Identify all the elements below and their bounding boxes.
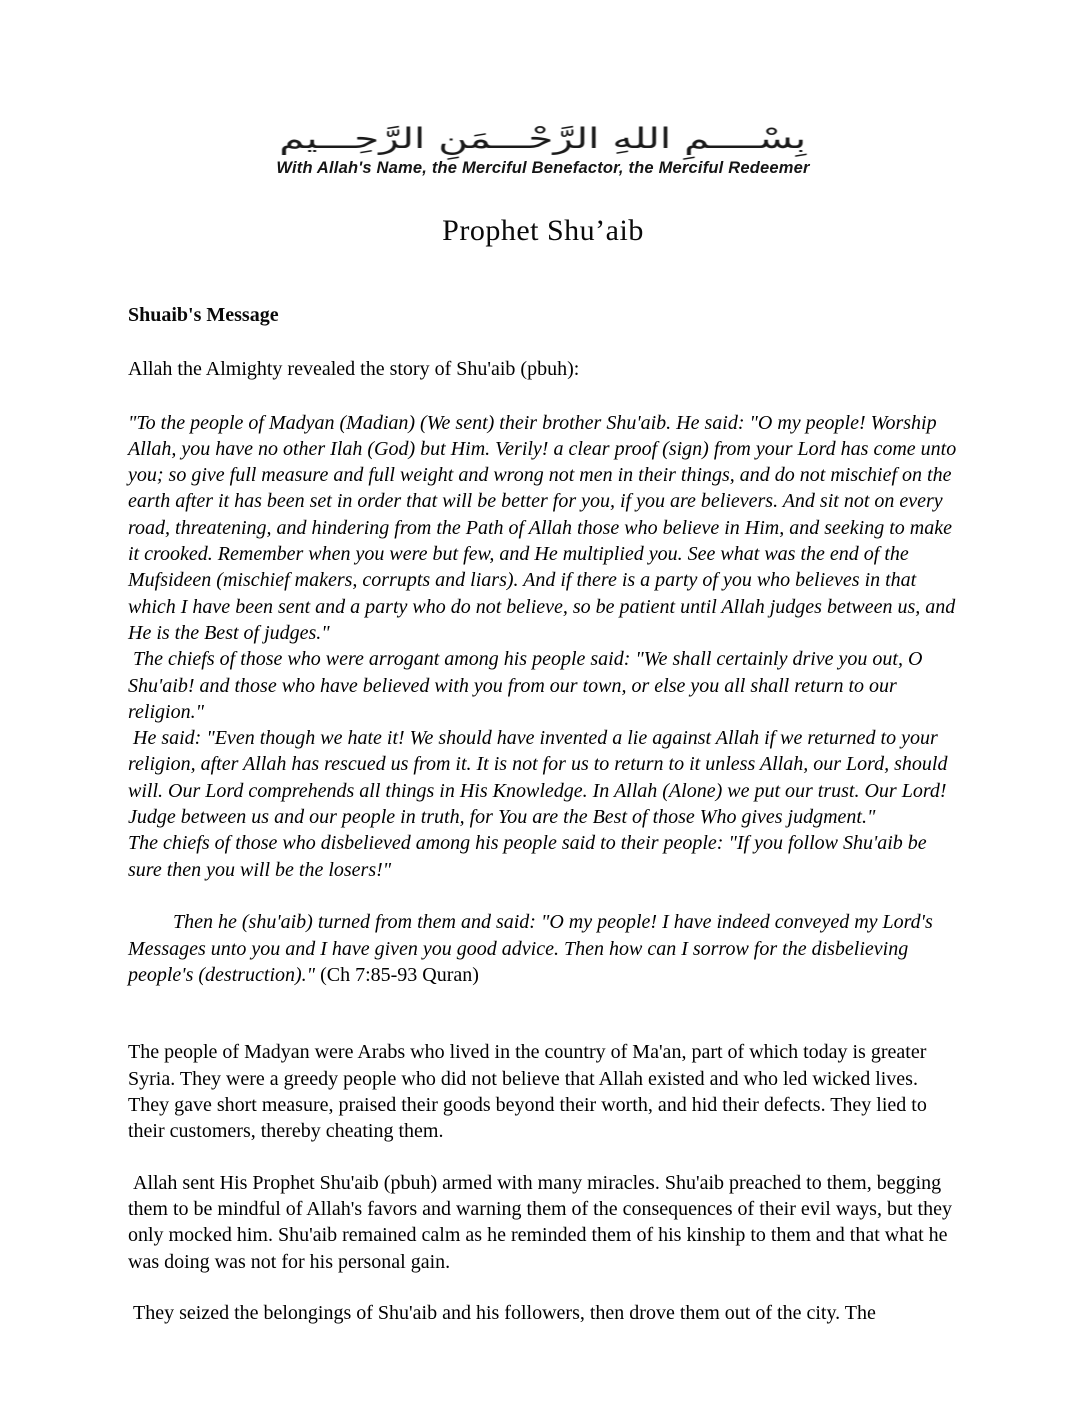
document-body bbox=[128, 304, 960, 1327]
intro-line: Allah the Almighty revealed the story of Shu'aib (pbuh): bbox=[128, 357, 580, 380]
bismillah-calligraphy: بِسْــــمِ اللهِ الرَّحْـــمَنِ الرَّحِـــيم bbox=[279, 122, 807, 155]
quote-segment: "To the people of Madyan (Madian) (We sent) their brother Shu'aib. He said: "O my people! Worship Allah, you have no other Ilah (God) but Him. Verily! a clear proof (sign) from your Lord has come unto you; so give full measure and full weight and wrong not men in their things, and do not mischief on the earth after it has been set in order that will be better for you, if you are believers. And sit not on every road, threatening, and hindering from the Path of Allah those who believe in Him, and seeking to make it crooked. Remember when you were but few, and He multiplied you. See what was the end of the Mufsideen (mischief makers, corrupts and liars). And if there is a party of you who believes in that which I have been sent and a party who do not believe, so be patient until Allah judges between us, and He is the Best of judges." bbox=[128, 411, 962, 644]
section-heading: Shuaib's Message bbox=[128, 303, 279, 326]
page-title: Prophet Shu’aib bbox=[442, 213, 644, 247]
page-header bbox=[0, 122, 1086, 178]
quote-segment: The chiefs of those who disbelieved among his people said to their people: "If you follow Shu'aib be sure then you will be the losers!" bbox=[128, 832, 932, 881]
body-paragraph: Allah sent His Prophet Shu'aib (pbuh) armed with many miracles. Shu'aib preached to them, begging them to be mindful of Allah's favors and warning them of the consequences of their evil ways, but they only mocked him. Shu'aib remained calm as he reminded them of his kinship to them and that what he was doing was not for his personal gain. bbox=[128, 1171, 957, 1273]
bismillah-caption: With Allah's Name, the Merciful Benefactor, the Merciful Redeemer bbox=[276, 158, 810, 177]
quran-quote-block bbox=[128, 410, 960, 1015]
quote-segment-with-citation bbox=[128, 883, 960, 1014]
bismillah-calligraphy-wrapper bbox=[0, 122, 1086, 156]
quote-citation: (Ch 7:85-93 Quran) bbox=[315, 963, 479, 986]
quote-segment: He said: "Even though we hate it! We should have invented a lie against Allah if we returned to your religion, after Allah has rescued us from it. It is not for us to return to it unless Allah, our Lord, should will. Our Lord comprehends all things in His Knowledge. In Allah (Alone) we put our trust. Our Lord! Judge between us and our people in truth, for You are the Best of those Who gives judgment." bbox=[128, 727, 953, 829]
body-paragraph: They seized the belongings of Shu'aib and his followers, then drove them out of the city. The bbox=[128, 1301, 876, 1324]
quote-segment-text: Then he (shu'aib) turned from them and said: "O my people! I have indeed conveyed my Lord's Messages unto you and I have given you good advice. Then how can I sorrow for the disbelieving people's (destruction)." bbox=[128, 911, 938, 986]
quote-segment: The chiefs of those who were arrogant among his people said: "We shall certainly drive you out, O Shu'aib! and those who have believed with you from our town, or else you all shall return to our religion." bbox=[128, 648, 928, 723]
body-paragraph: The people of Madyan were Arabs who lived in the country of Ma'an, part of which today is greater Syria. They were a greedy people who did not believe that Allah existed and who led wicked lives. They gave short measure, praised their goods beyond their worth, and hid their defects. They lied to their customers, thereby cheating them. bbox=[128, 1041, 932, 1143]
